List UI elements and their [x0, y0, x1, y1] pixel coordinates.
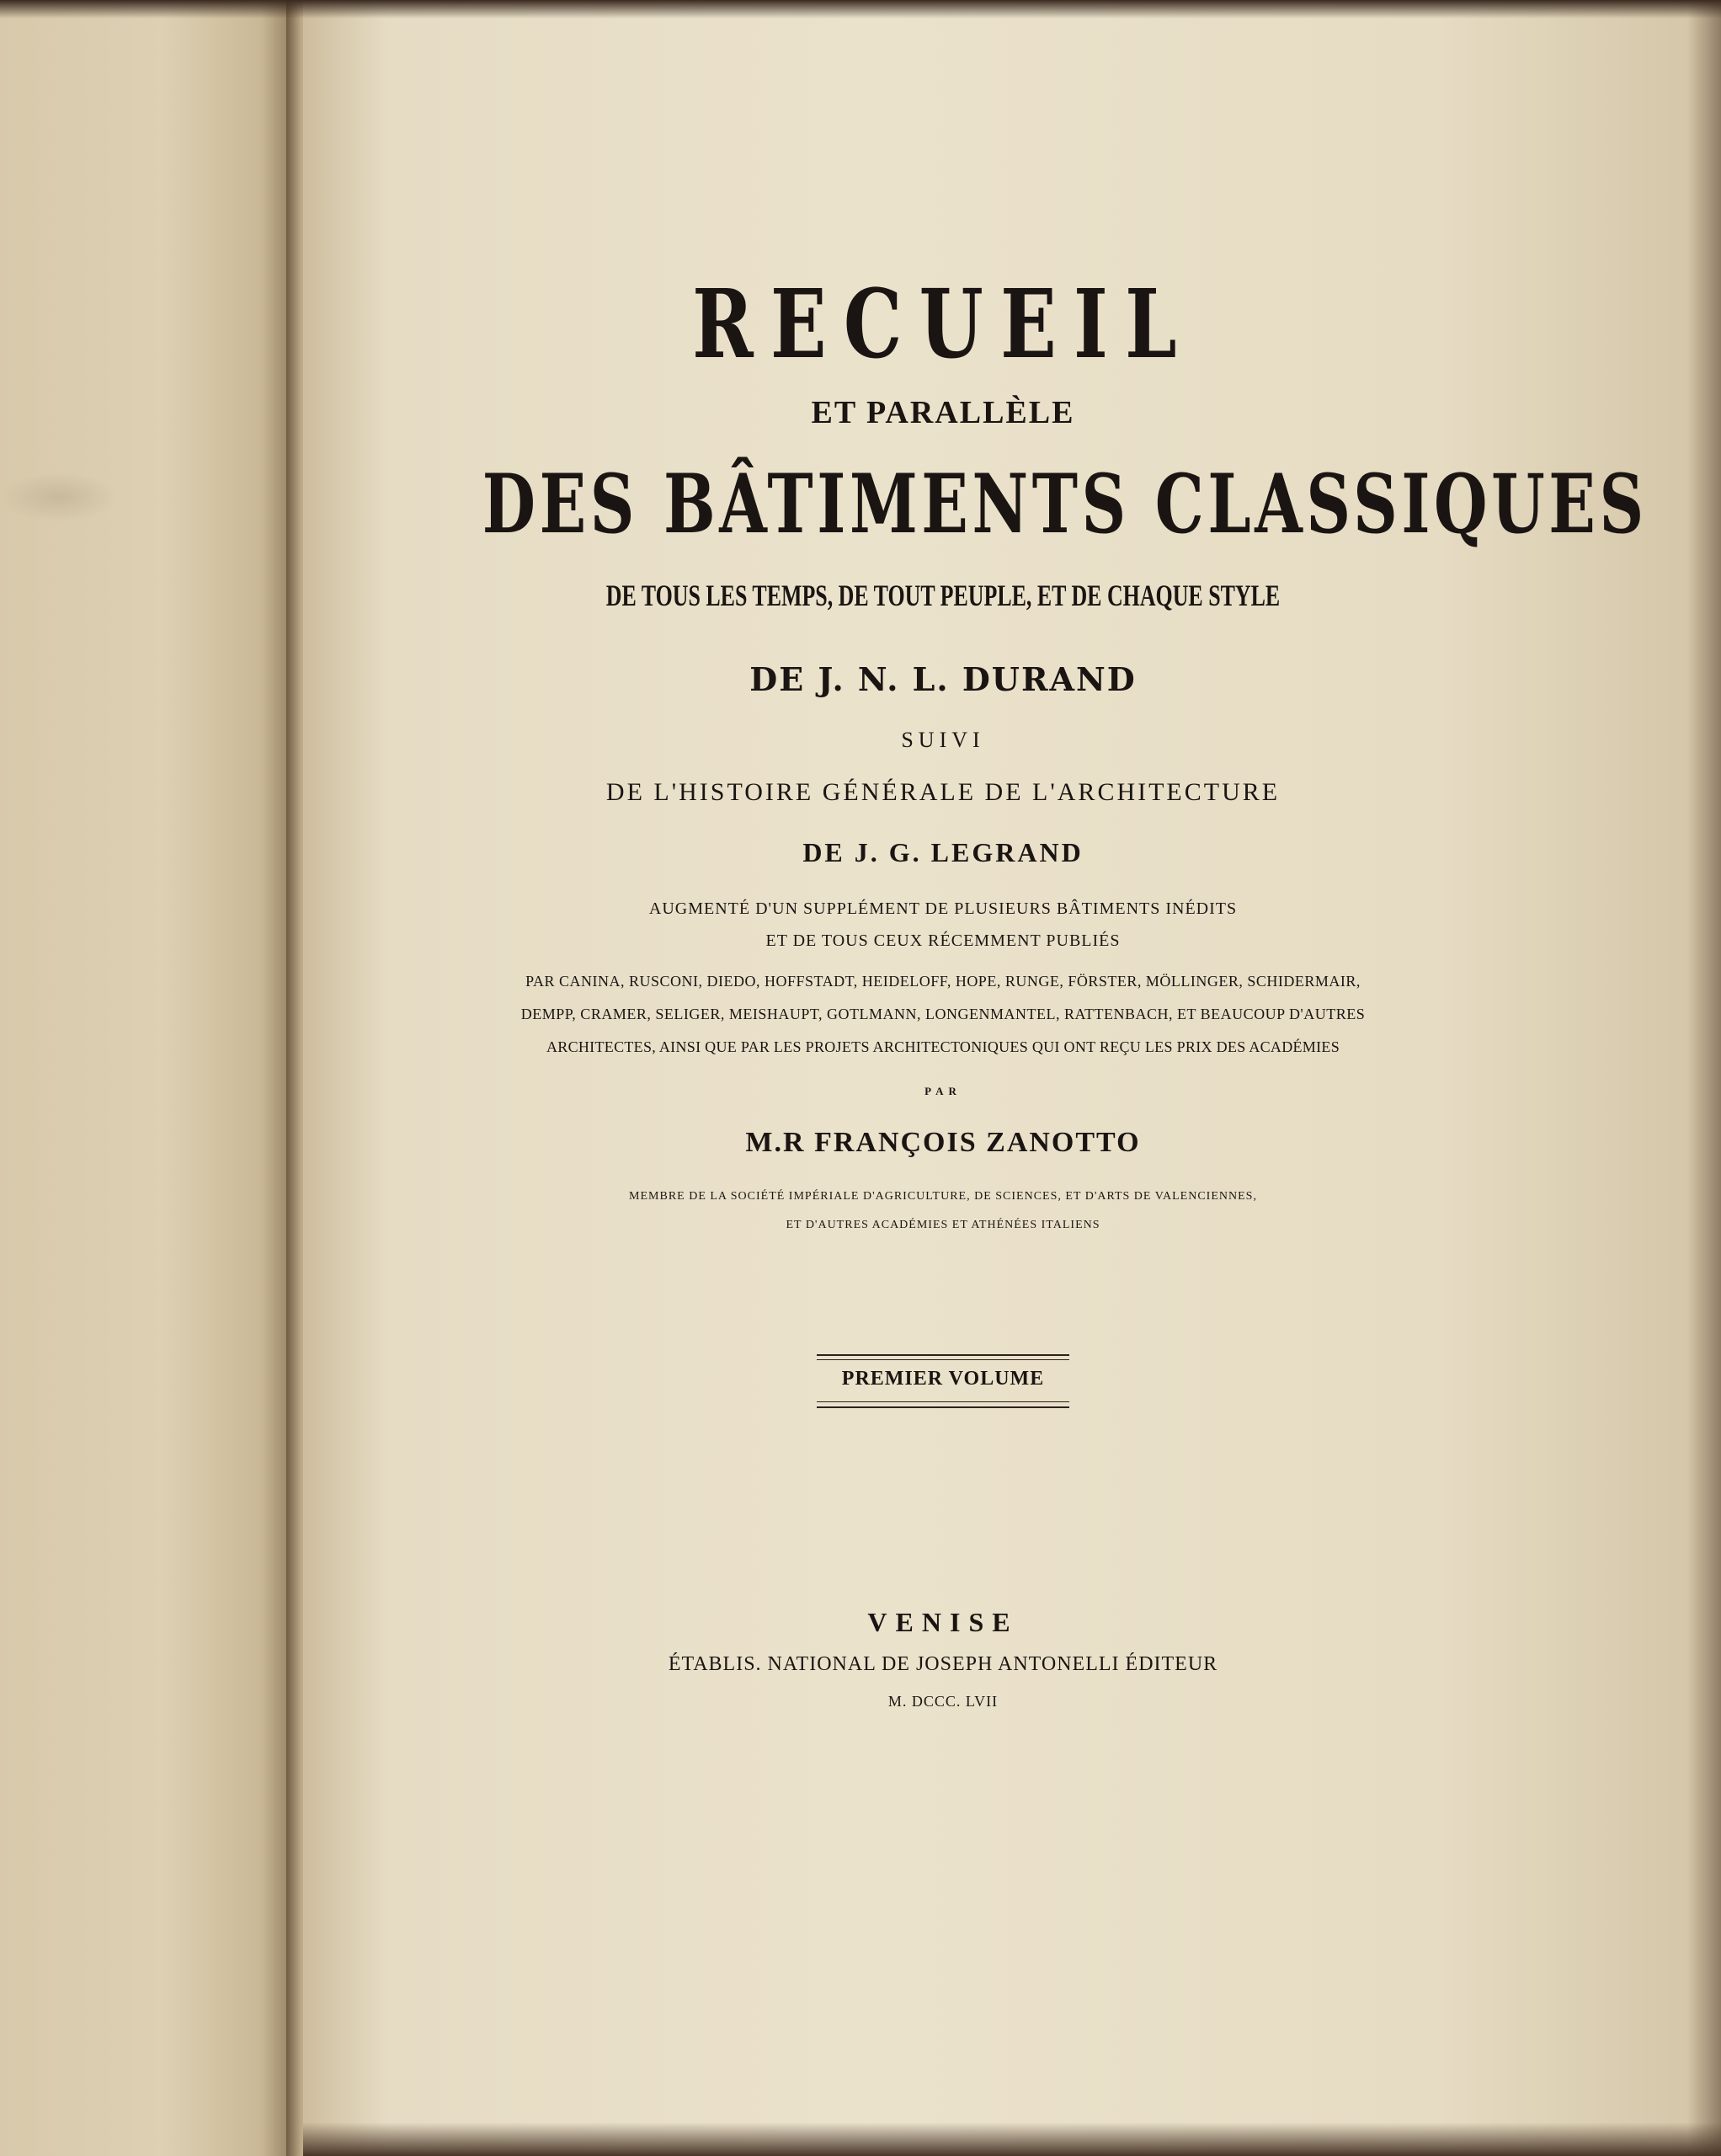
- volume-box: [817, 1354, 1069, 1408]
- page-edge-shadow: [1687, 0, 1721, 2156]
- contributors-line-2: DEMPP, CRAMER, SELIGER, MEISHAUPT, GOTLMANN, LONGENMANTEL, RATTENBACH, ET BEAUCOUP D'AUTRES: [520, 1006, 1366, 1022]
- par-text: PAR: [924, 1085, 962, 1097]
- author-durand: DE J. N. L. DURAND: [749, 660, 1137, 698]
- publication-city: VENISE: [867, 1607, 1019, 1637]
- editor-membership-1: MEMBRE DE LA SOCIÉTÉ IMPÉRIALE D'AGRICULTURE, DE SCIENCES, ET D'ARTS DE VALENCIENNES,: [629, 1190, 1257, 1203]
- book-title: RECUEIL: [692, 270, 1194, 380]
- left-page: [0, 0, 296, 2156]
- author-legrand: DE J. G. LEGRAND: [802, 837, 1084, 867]
- subtitle-batiments: DES BÂTIMENTS CLASSIQUES: [482, 456, 1648, 552]
- editor-membership-2: ET D'AUTRES ACADÉMIES ET ATHÉNÉES ITALIENS: [786, 1219, 1100, 1231]
- subtitle-parallele: ET PARALLÈLE: [811, 395, 1075, 430]
- publisher: ÉTABLIS. NATIONAL DE JOSEPH ANTONELLI ÉDITEUR: [668, 1653, 1218, 1675]
- subtitle-scope: DE TOUS LES TEMPS, DE TOUT PEUPLE, ET DE CHAQUE STYLE: [605, 579, 1281, 612]
- volume-rule-top: [817, 1354, 1069, 1356]
- contributors-line-3: ARCHITECTES, AINSI QUE PAR LES PROJETS ARCHITECTONIQUES QUI ONT REÇU LES PRIX DES ACADÉMIES: [546, 1038, 1340, 1055]
- supplement-text: AUGMENTÉ D'UN SUPPLÉMENT DE PLUSIEURS BÂTIMENTS INÉDITS: [648, 899, 1238, 918]
- volume-label: PREMIER VOLUME: [841, 1368, 1045, 1390]
- editor-name: M.R FRANÇOIS ZANOTTO: [745, 1127, 1141, 1158]
- volume-rule-top-thin: [817, 1359, 1069, 1360]
- volume-rule-bottom: [817, 1406, 1069, 1408]
- contributors-line-1: PAR CANINA, RUSCONI, DIEDO, HOFFSTADT, HEIDELOFF, HOPE, RUNGE, FÖRSTER, MÖLLINGER, SCHIDERMAIR,: [525, 973, 1361, 990]
- volume-rule-bottom-thin: [817, 1401, 1069, 1402]
- left-page-show-through: [0, 472, 118, 522]
- recent-text: ET DE TOUS CEUX RÉCEMMENT PUBLIÉS: [765, 931, 1121, 950]
- publication-year: M. DCCC. LVII: [887, 1693, 999, 1710]
- title-text-block: [337, 0, 1648, 2156]
- histoire-text: DE L'HISTOIRE GÉNÉRALE DE L'ARCHITECTURE: [605, 778, 1281, 806]
- suivi-text: SUIVI: [901, 728, 985, 752]
